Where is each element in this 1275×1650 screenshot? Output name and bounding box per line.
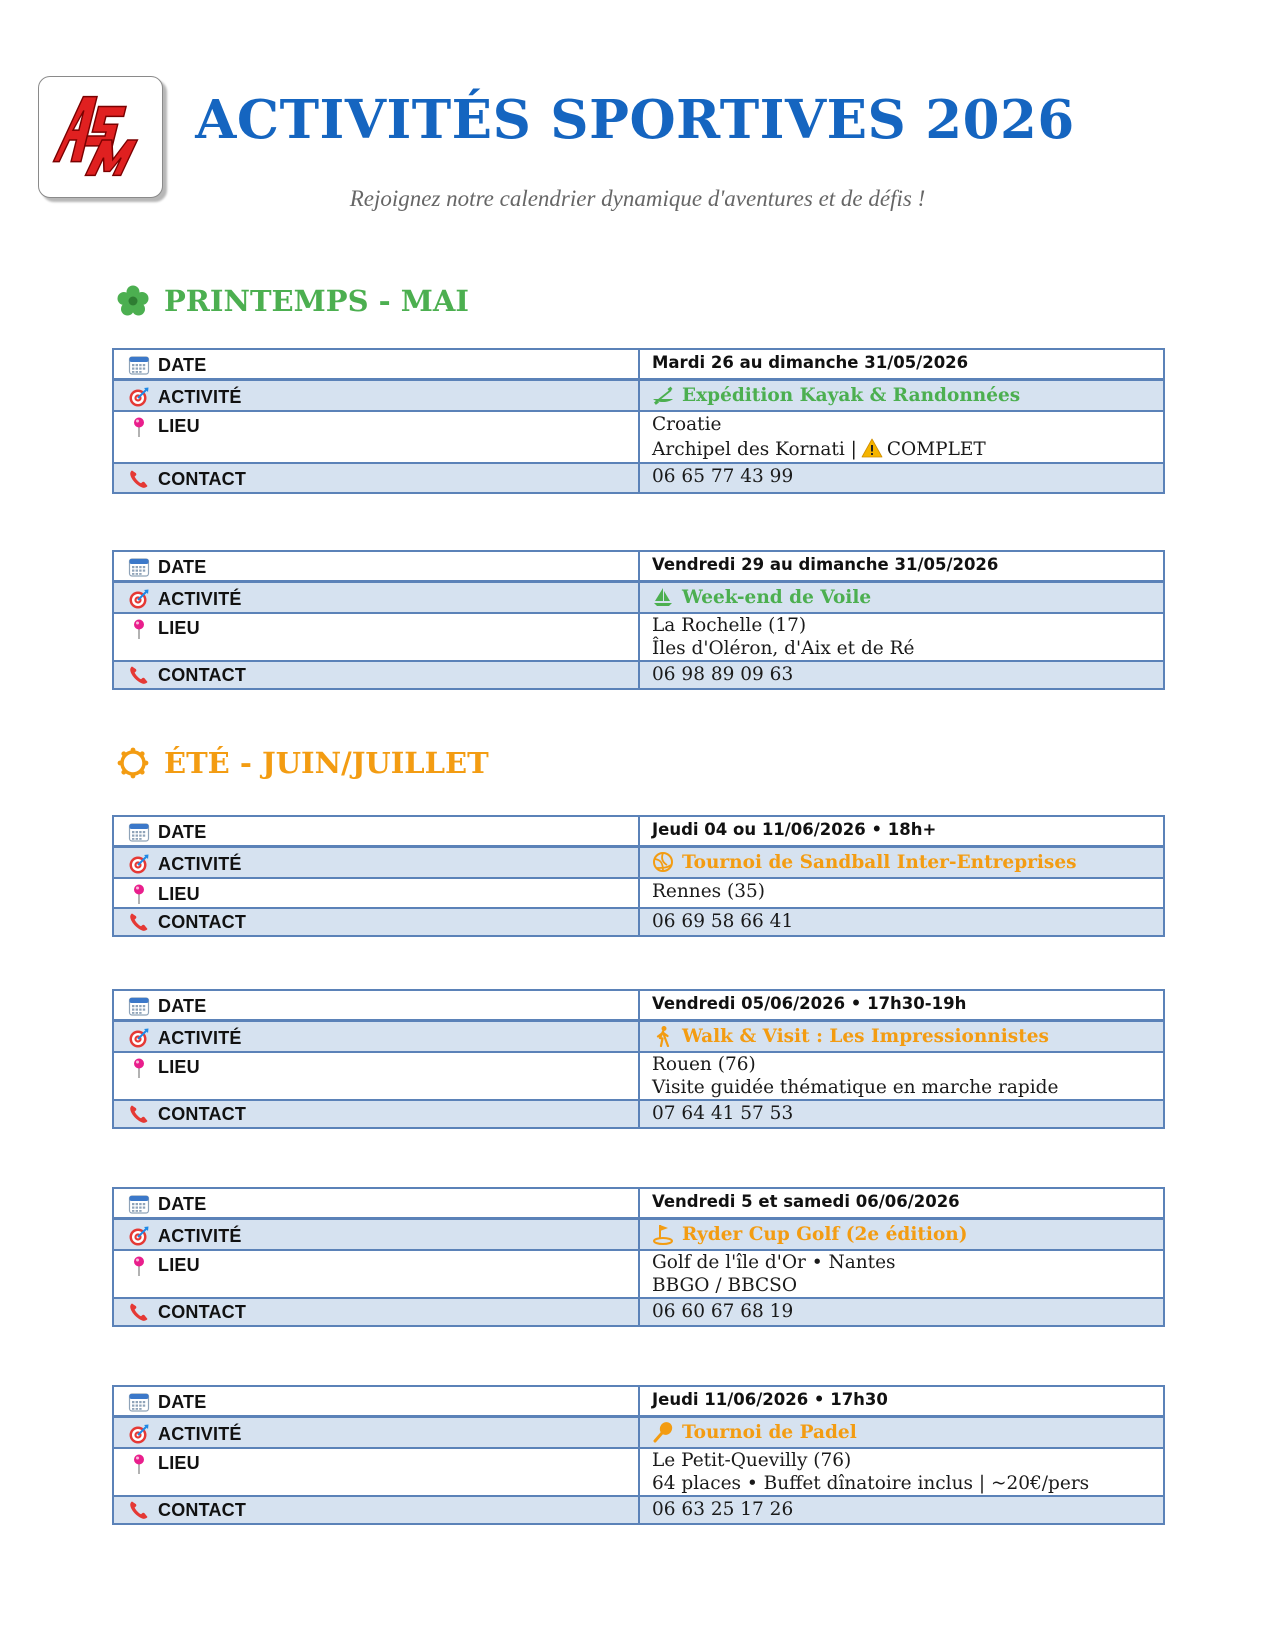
header [0, 0, 1275, 230]
golf-icon [652, 1223, 674, 1245]
phone-icon [128, 911, 150, 933]
place-line: Îles d'Oléron, d'Aix et de Ré [652, 638, 915, 659]
calendar-icon [128, 1391, 150, 1413]
place-line: Rennes (35) [652, 881, 766, 902]
flower-icon [116, 284, 150, 318]
event-card [112, 815, 1165, 937]
activity-name: Week-end de Voile [682, 586, 872, 608]
phone-icon [128, 1301, 150, 1323]
date-label: DATE [158, 355, 207, 375]
activity-row [114, 845, 1163, 877]
pushpin-icon [128, 416, 150, 438]
place-line: Visite guidée thématique en marche rapide [652, 1077, 1059, 1098]
place-label: LIEU [158, 1255, 200, 1275]
activity-row [114, 378, 1163, 410]
event-card [112, 989, 1165, 1129]
place-row [114, 1249, 1163, 1297]
activity-name: Walk & Visit : Les Impressionnistes [682, 1025, 1049, 1047]
phone-icon [128, 1499, 150, 1521]
place-row [114, 612, 1163, 660]
padel-racket-icon [652, 1421, 674, 1443]
place-row [114, 877, 1163, 907]
contact-label: CONTACT [158, 1302, 247, 1322]
contact-row [114, 462, 1163, 492]
walking-person-icon [652, 1025, 674, 1047]
warning-icon [861, 438, 883, 458]
phone-icon [128, 1103, 150, 1125]
kayak-icon [652, 384, 674, 406]
date-label: DATE [158, 1392, 207, 1412]
contact-row [114, 1099, 1163, 1127]
event-date: Vendredi 05/06/2026 • 17h30-19h [652, 994, 967, 1013]
contact-row [114, 1495, 1163, 1523]
date-label: DATE [158, 557, 207, 577]
target-icon [128, 1027, 150, 1049]
target-icon [128, 1225, 150, 1247]
date-row [114, 1387, 1163, 1415]
place-line: Croatie [652, 414, 722, 435]
contact-label: CONTACT [158, 665, 247, 685]
sailboat-icon [652, 586, 674, 608]
phone-icon [128, 664, 150, 686]
place-line: Rouen (76) [652, 1054, 756, 1075]
event-date: Vendredi 29 au dimanche 31/05/2026 [652, 555, 999, 574]
pushpin-icon [128, 1255, 150, 1277]
place-row [114, 1051, 1163, 1099]
calendar-icon [128, 556, 150, 578]
contact-row [114, 1297, 1163, 1325]
contact-phone[interactable]: 06 60 67 68 19 [652, 1301, 794, 1322]
pushpin-icon [128, 883, 150, 905]
calendar-icon [128, 995, 150, 1017]
activity-label: ACTIVITÉ [158, 1424, 242, 1444]
event-card [112, 1385, 1165, 1525]
target-icon [128, 853, 150, 875]
activity-name: Ryder Cup Golf (2e édition) [682, 1223, 968, 1245]
place-label: LIEU [158, 1057, 200, 1077]
contact-phone[interactable]: 07 64 41 57 53 [652, 1103, 794, 1124]
target-icon [128, 1423, 150, 1445]
place-label: LIEU [158, 1453, 200, 1473]
contact-phone[interactable]: 06 69 58 66 41 [652, 911, 794, 932]
target-icon [128, 386, 150, 408]
section-title: PRINTEMPS - MAI [164, 284, 469, 318]
place-line: 64 places • Buffet dînatoire inclus | ~20€/pers [652, 1473, 1090, 1494]
calendar-icon [128, 354, 150, 376]
section-heading-summer [116, 746, 489, 780]
target-icon [128, 588, 150, 610]
date-row [114, 552, 1163, 580]
activity-row [114, 1415, 1163, 1447]
activity-name: Tournoi de Padel [682, 1421, 857, 1443]
activity-name: Tournoi de Sandball Inter-Entreprises [682, 851, 1077, 873]
place-row [114, 1447, 1163, 1495]
date-label: DATE [158, 1194, 207, 1214]
date-label: DATE [158, 996, 207, 1016]
sun-icon [116, 746, 150, 780]
event-card [112, 550, 1165, 690]
event-date: Mardi 26 au dimanche 31/05/2026 [652, 353, 969, 372]
place-line: BBGO / BBCSO [652, 1275, 798, 1296]
contact-label: CONTACT [158, 1104, 247, 1124]
activity-label: ACTIVITÉ [158, 387, 242, 407]
status-badge: COMPLET [886, 439, 986, 460]
contact-label: CONTACT [158, 912, 247, 932]
contact-phone[interactable]: 06 98 89 09 63 [652, 664, 794, 685]
event-card [112, 1187, 1165, 1327]
activity-label: ACTIVITÉ [158, 854, 242, 874]
event-date: Jeudi 04 ou 11/06/2026 • 18h+ [652, 820, 937, 839]
phone-icon [128, 468, 150, 490]
contact-label: CONTACT [158, 1500, 247, 1520]
date-label: DATE [158, 822, 207, 842]
place-label: LIEU [158, 884, 200, 904]
activity-row [114, 580, 1163, 612]
date-row [114, 350, 1163, 378]
place-line: Golf de l'île d'Or • Nantes [652, 1252, 896, 1273]
event-date: Jeudi 11/06/2026 • 17h30 [652, 1390, 888, 1409]
calendar-icon [128, 1193, 150, 1215]
place-line: Le Petit-Quevilly (76) [652, 1450, 852, 1471]
section-title: ÉTÉ - JUIN/JUILLET [164, 746, 489, 780]
date-row [114, 817, 1163, 845]
place-detail: Archipel des Kornati | [652, 439, 857, 460]
activity-row [114, 1019, 1163, 1051]
activity-label: ACTIVITÉ [158, 1226, 242, 1246]
calendar-icon [128, 821, 150, 843]
activity-row [114, 1217, 1163, 1249]
page-title: ACTIVITÉS SPORTIVES 2026 [195, 89, 1075, 151]
date-row [114, 991, 1163, 1019]
event-date: Vendredi 5 et samedi 06/06/2026 [652, 1192, 960, 1211]
place-line [652, 437, 1151, 462]
volleyball-icon [652, 851, 674, 873]
activity-label: ACTIVITÉ [158, 589, 242, 609]
pushpin-icon [128, 1057, 150, 1079]
contact-phone[interactable]: 06 63 25 17 26 [652, 1499, 794, 1520]
contact-phone[interactable]: 06 65 77 43 99 [652, 466, 794, 487]
place-label: LIEU [158, 618, 200, 638]
asm-logo [38, 76, 163, 198]
activity-name: Expédition Kayak & Randonnées [682, 384, 1021, 406]
pushpin-icon [128, 618, 150, 640]
contact-row [114, 907, 1163, 935]
activity-label: ACTIVITÉ [158, 1028, 242, 1048]
asm-logo-mark [39, 77, 162, 197]
section-heading-spring [116, 284, 469, 318]
event-card [112, 348, 1165, 494]
place-row [114, 410, 1163, 462]
contact-label: CONTACT [158, 469, 247, 489]
title-row [170, 80, 1100, 160]
place-line: La Rochelle (17) [652, 615, 807, 636]
pushpin-icon [128, 1453, 150, 1475]
place-label: LIEU [158, 416, 200, 436]
contact-row [114, 660, 1163, 688]
date-row [114, 1189, 1163, 1217]
page-subtitle: Rejoignez notre calendrier dynamique d'aventures et de défis ! [349, 186, 926, 211]
